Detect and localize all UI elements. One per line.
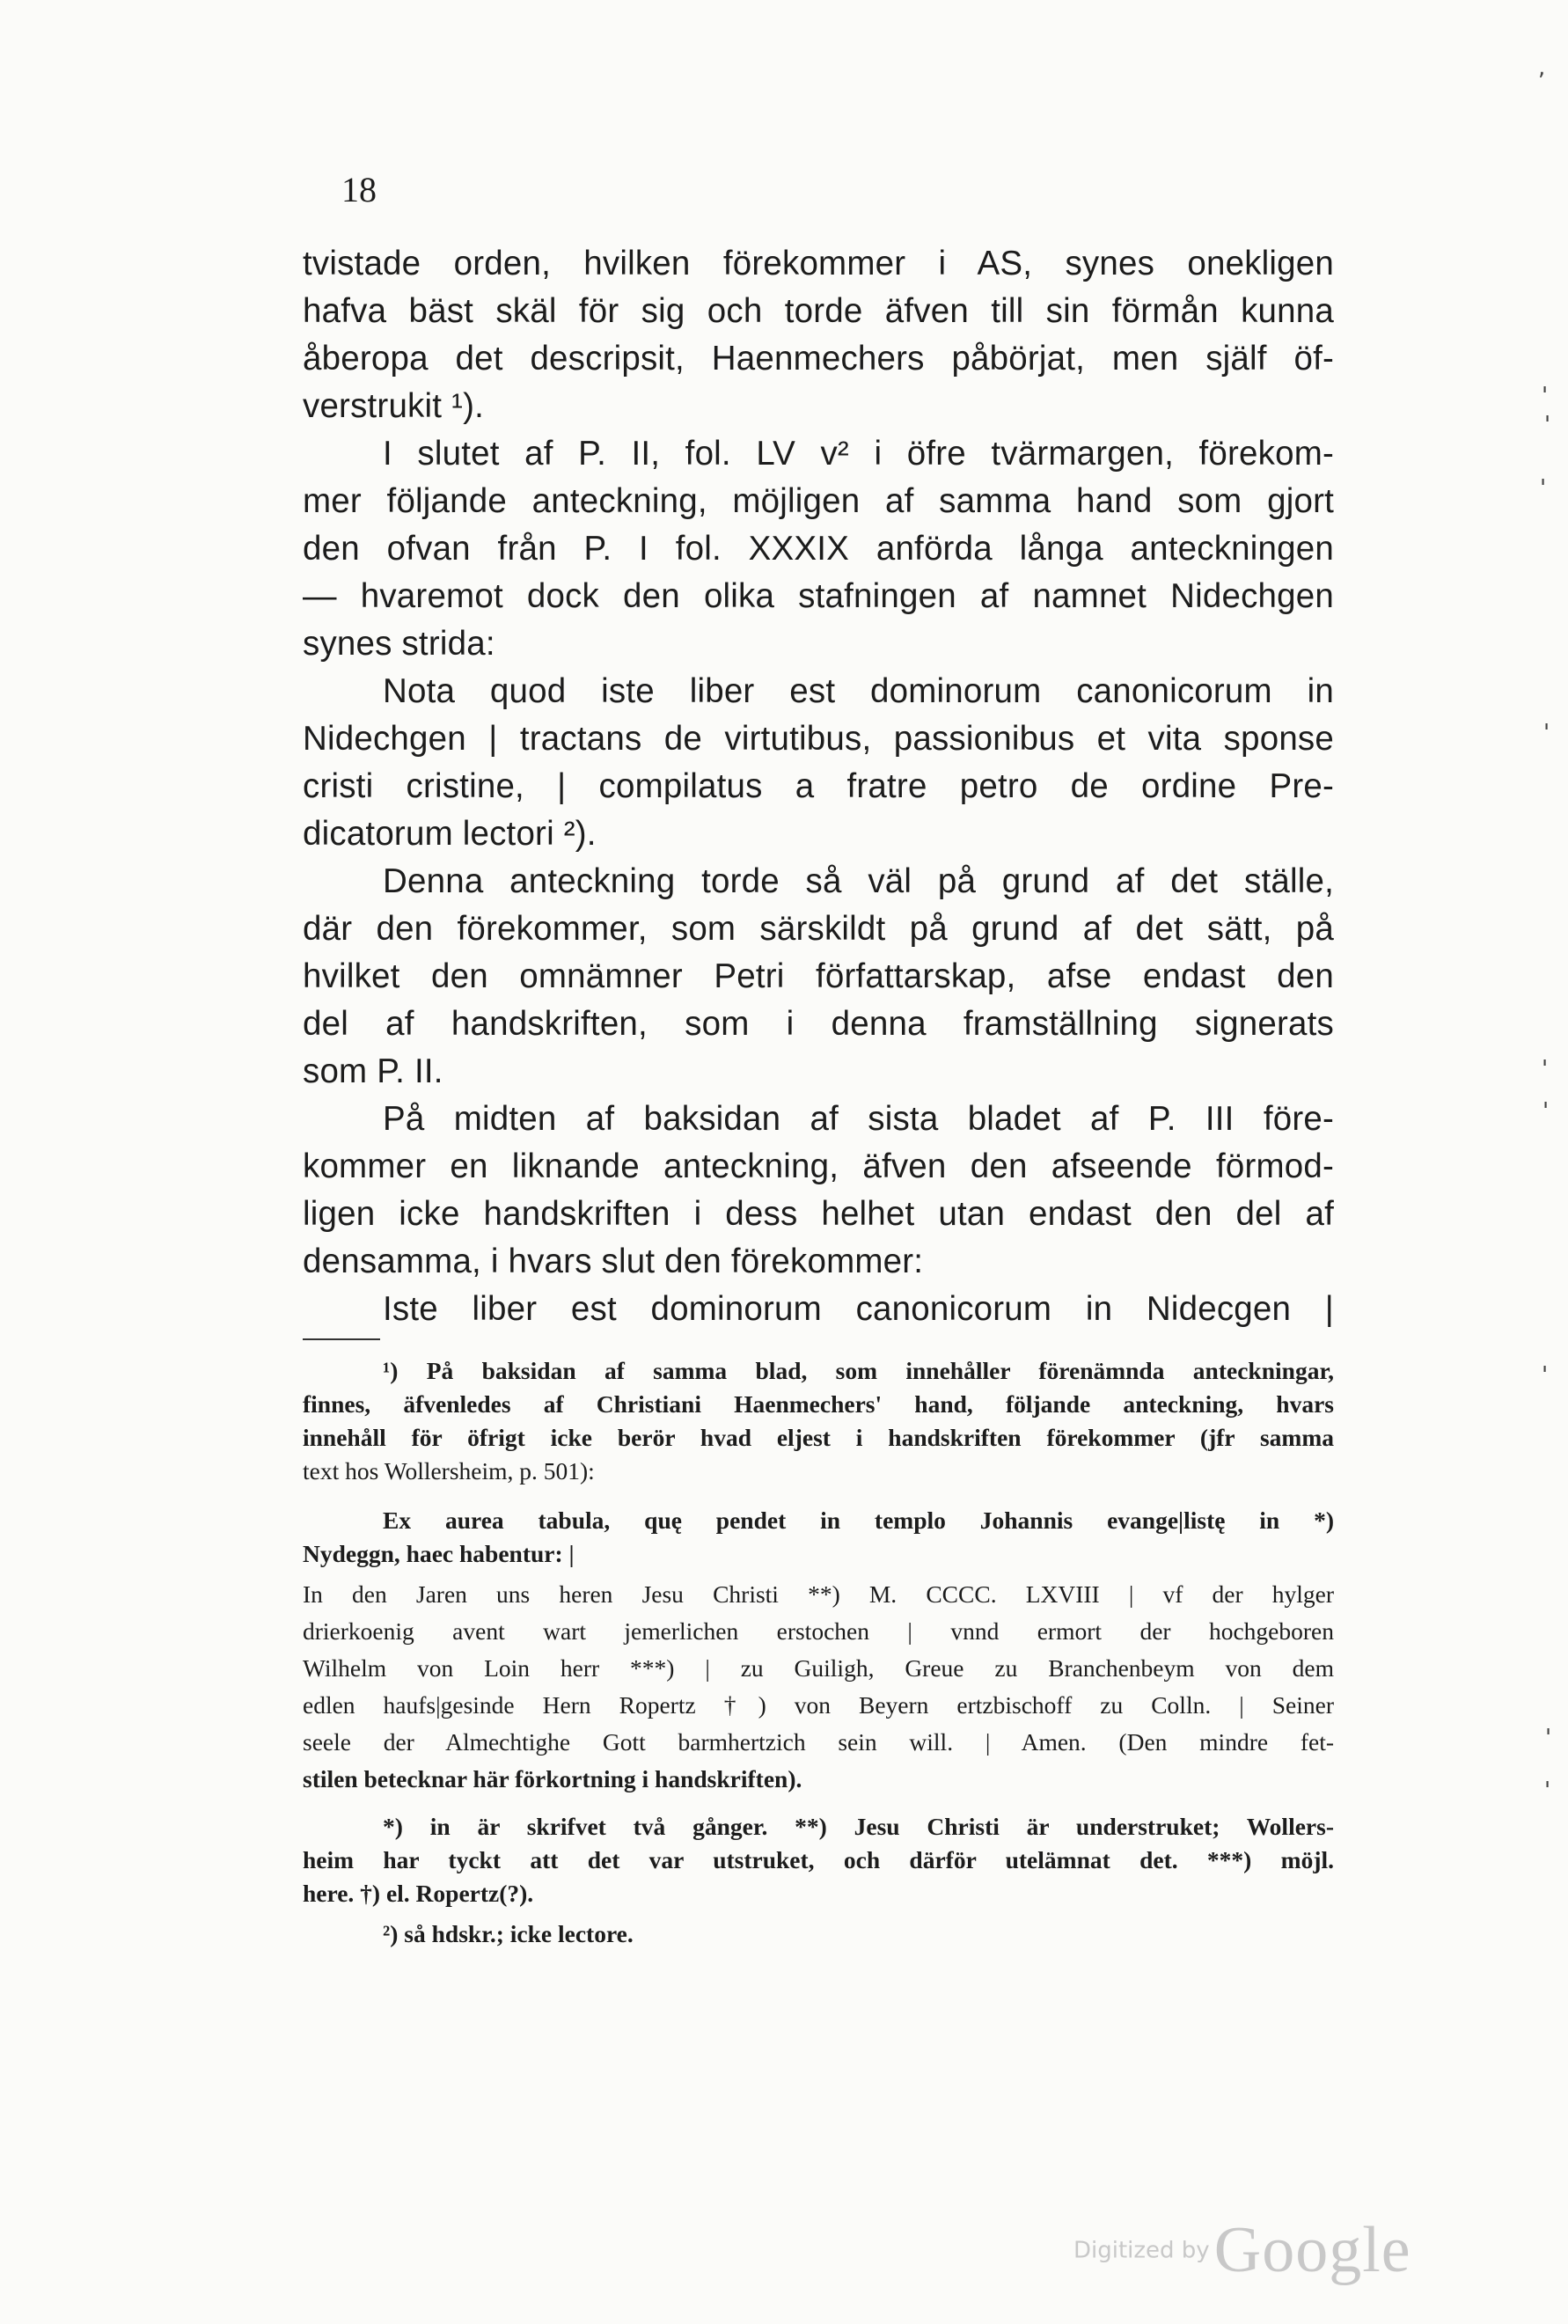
footnote-rule [303, 1338, 380, 1340]
page-number: 18 [341, 170, 377, 209]
margin-mark: ' [1542, 1056, 1549, 1082]
text-line: åberopa det descripsit, Haenmechers påbörjat, men själf öf- [303, 340, 1334, 378]
text-line: Iste liber est dominorum canonicorum in Nidecgen | [383, 1290, 1334, 1328]
footnote-line: In den Jaren uns heren Jesu Christi **) M. CCCC. LXVIII | vf der hylger [303, 1580, 1334, 1608]
text-line: dicatorum lectori ²). [303, 815, 597, 853]
footnote-line: Wilhelm von Loin herr ***) | zu Guiligh, Greue zu Branchenbeym von dem [303, 1654, 1334, 1682]
footnote-line: Ex aurea tabula, quę pendet in templo Johannis evange|listę in *) [383, 1507, 1334, 1534]
text-line: — hvaremot dock den olika stafningen af namnet Nidechgen [303, 577, 1334, 615]
digitized-by-watermark [1073, 2213, 1411, 2288]
footnote-line: here. †) el. Ropertz(?). [303, 1880, 534, 1907]
text-line: Nota quod iste liber est dominorum canonicorum in [383, 672, 1334, 710]
text-line: kommer en liknande anteckning, äfven den afseende förmod- [303, 1147, 1334, 1185]
footnote-line: Nydeggn, haec habentur: | [303, 1540, 575, 1567]
footnote-line: drierkoenig avent wart jemerlichen erstochen | vnnd ermort der hochgeboren [303, 1617, 1334, 1645]
text-line: På midten af baksidan af sista bladet af P. III före- [383, 1100, 1334, 1138]
text-line: där den förekommer, som särskildt på grund af det sätt, på [303, 910, 1334, 948]
footnote-line: edlen haufs|gesinde Hern Ropertz †) von Beyern ertzbischoff zu Colln. | Seiner [303, 1691, 1334, 1719]
text-line: verstrukit ¹). [303, 387, 484, 425]
margin-mark: ' [1544, 1778, 1551, 1804]
footnote-line: seele der Almechtighe Gott barmhertzich sein will. | Amen. (Den mindre fet- [303, 1728, 1334, 1756]
footnote-line: *) in är skrifvet två gånger. **) Jesu Christi är understruket; Wollers- [383, 1813, 1334, 1840]
footnote-line: heim har tyckt att det var utstruket, och därför utelämnat det. ***) möjl. [303, 1846, 1334, 1873]
margin-mark: ' [1544, 412, 1551, 438]
text-line: hafva bäst skäl för sig och torde äfven till sin förmån kunna [303, 292, 1334, 330]
text-line: cristi cristine, | compilatus a fratre petro de ordine Pre- [303, 767, 1334, 805]
text-line: del af handskriften, som i denna framställning signerats [303, 1005, 1334, 1043]
margin-mark: ' [1545, 1725, 1552, 1751]
text-line: densamma, i hvars slut den förekommer: [303, 1243, 924, 1280]
footnote-line: finnes, äfvenledes af Christiani Haenmechers' hand, följande anteckning, hvars [303, 1390, 1334, 1418]
text-line: Nidechgen | tractans de virtutibus, passionibus et vita sponse [303, 720, 1334, 758]
margin-mark: ' [1542, 383, 1549, 409]
text-line: den ofvan från P. I fol. XXXIX anförda långa anteckningen [303, 530, 1334, 568]
text-line: I slutet af P. II, fol. LV v² i öfre tvärmargen, förekom- [383, 435, 1334, 473]
text-line: synes strida: [303, 625, 495, 663]
text-line: hvilket den omnämner Petri författarskap, afse endast den [303, 957, 1334, 995]
text-line: som P. II. [303, 1052, 443, 1090]
footnote-line: ²) så hdskr.; icke lectore. [383, 1920, 634, 1947]
margin-mark: ' [1542, 1362, 1549, 1389]
text-line: tvistade orden, hvilken förekommer i AS, synes onekligen [303, 245, 1334, 282]
margin-mark: ' [1542, 1098, 1550, 1125]
watermark-prefix: Digitized by [1073, 2237, 1210, 2264]
text-line: mer följande anteckning, möjligen af samma hand som gjort [303, 482, 1334, 520]
watermark-brand: Google [1213, 2214, 1411, 2286]
margin-mark: , [1538, 55, 1546, 81]
text-line: Denna anteckning torde så väl på grund af det ställe, [383, 862, 1334, 900]
margin-mark: ' [1543, 720, 1550, 746]
footnote-line: innehåll för öfrigt icke berör hvad eljest i handskriften förekommer (jfr samma [303, 1424, 1334, 1451]
footnote-line: text hos Wollersheim, p. 501): [303, 1457, 595, 1485]
text-line: ligen icke handskriften i dess helhet utan endast den del af [303, 1195, 1334, 1233]
footnote-line: ¹) På baksidan af samma blad, som innehåller förenämnda anteckningar, [383, 1357, 1334, 1384]
footnote-line: stilen betecknar här förkortning i handskriften). [303, 1765, 802, 1792]
margin-mark: ' [1540, 475, 1547, 502]
